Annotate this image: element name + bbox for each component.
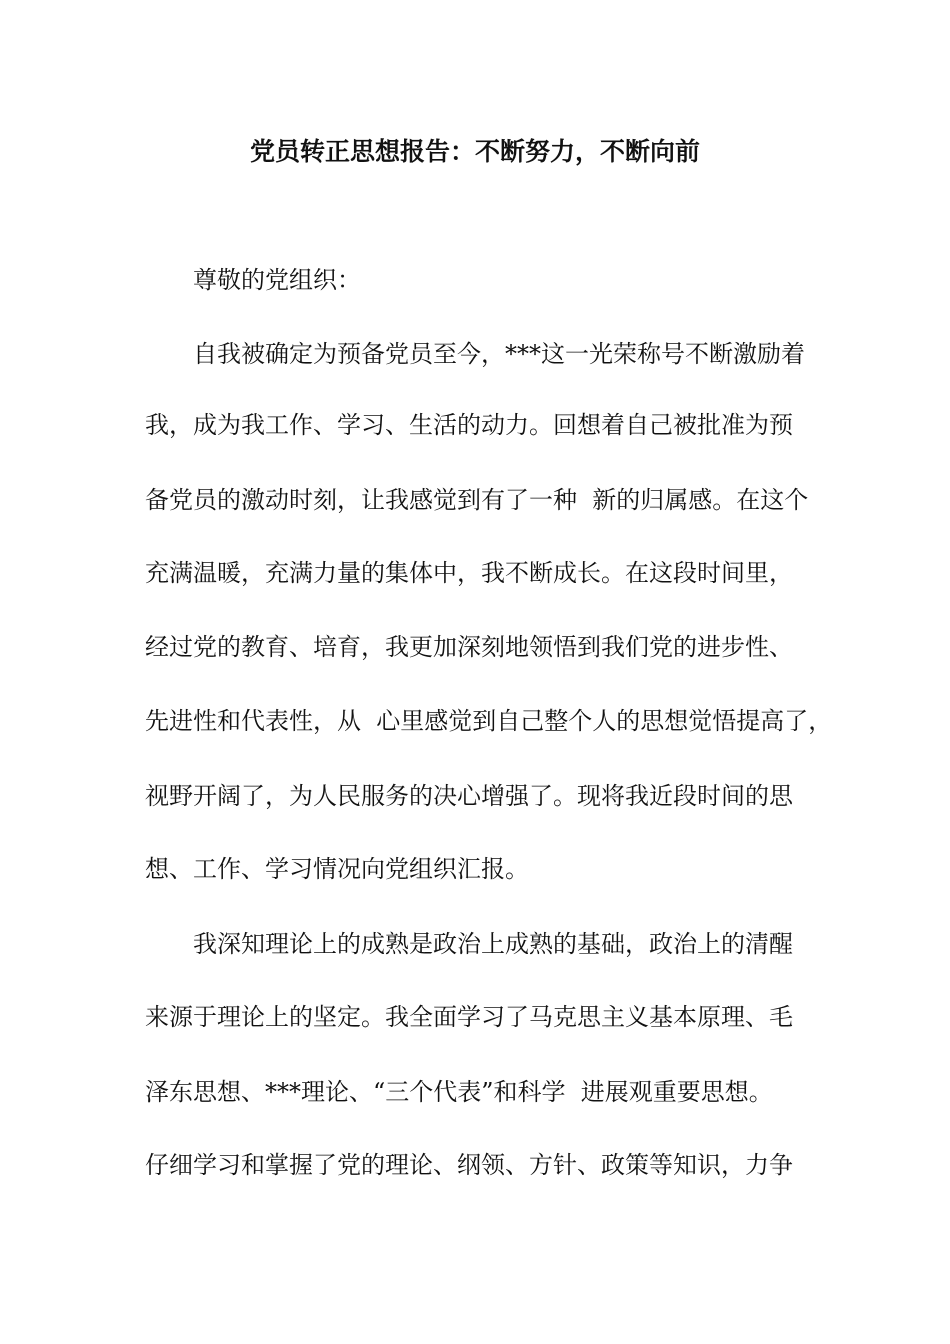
paragraph-line: 我深知理论上的成熟是政治上成熟的基础，政治上的清醒 — [193, 930, 793, 958]
paragraph-line: 充满温暖，充满力量的集体中，我不断成长。在这段时间里， — [145, 559, 793, 587]
paragraph-line: 备党员的激动时刻，让我感觉到有了一种 新的归属感。在这个 — [145, 486, 809, 514]
paragraph-line: 视野开阔了，为人民服务的决心增强了。现将我近段时间的思 — [145, 782, 793, 810]
paragraph-line: 先进性和代表性，从 心里感觉到自己整个人的思想觉悟提高了， — [145, 707, 833, 735]
paragraph-line: 泽东思想、***理论、“三个代表”和科学 进展观重要思想。 — [145, 1078, 773, 1106]
paragraph-line: 自我被确定为预备党员至今，***这一光荣称号不断激励着 — [193, 340, 805, 368]
paragraph-line: 想、工作、学习情况向党组织汇报。 — [145, 855, 529, 883]
paragraph-line: 来源于理论上的坚定。我全面学习了马克思主义基本原理、毛 — [145, 1003, 793, 1031]
paragraph-line: 仔细学习和掌握了党的理论、纲领、方针、政策等知识，力争 — [145, 1151, 793, 1179]
document-title: 党员转正思想报告：不断努力，不断向前 — [249, 137, 700, 166]
paragraph-line: 我，成为我工作、学习、生活的动力。回想着自己被批准为预 — [145, 411, 793, 439]
paragraph-line: 经过党的教育、培育，我更加深刻地领悟到我们党的进步性、 — [145, 633, 793, 661]
salutation: 尊敬的党组织： — [193, 266, 361, 294]
